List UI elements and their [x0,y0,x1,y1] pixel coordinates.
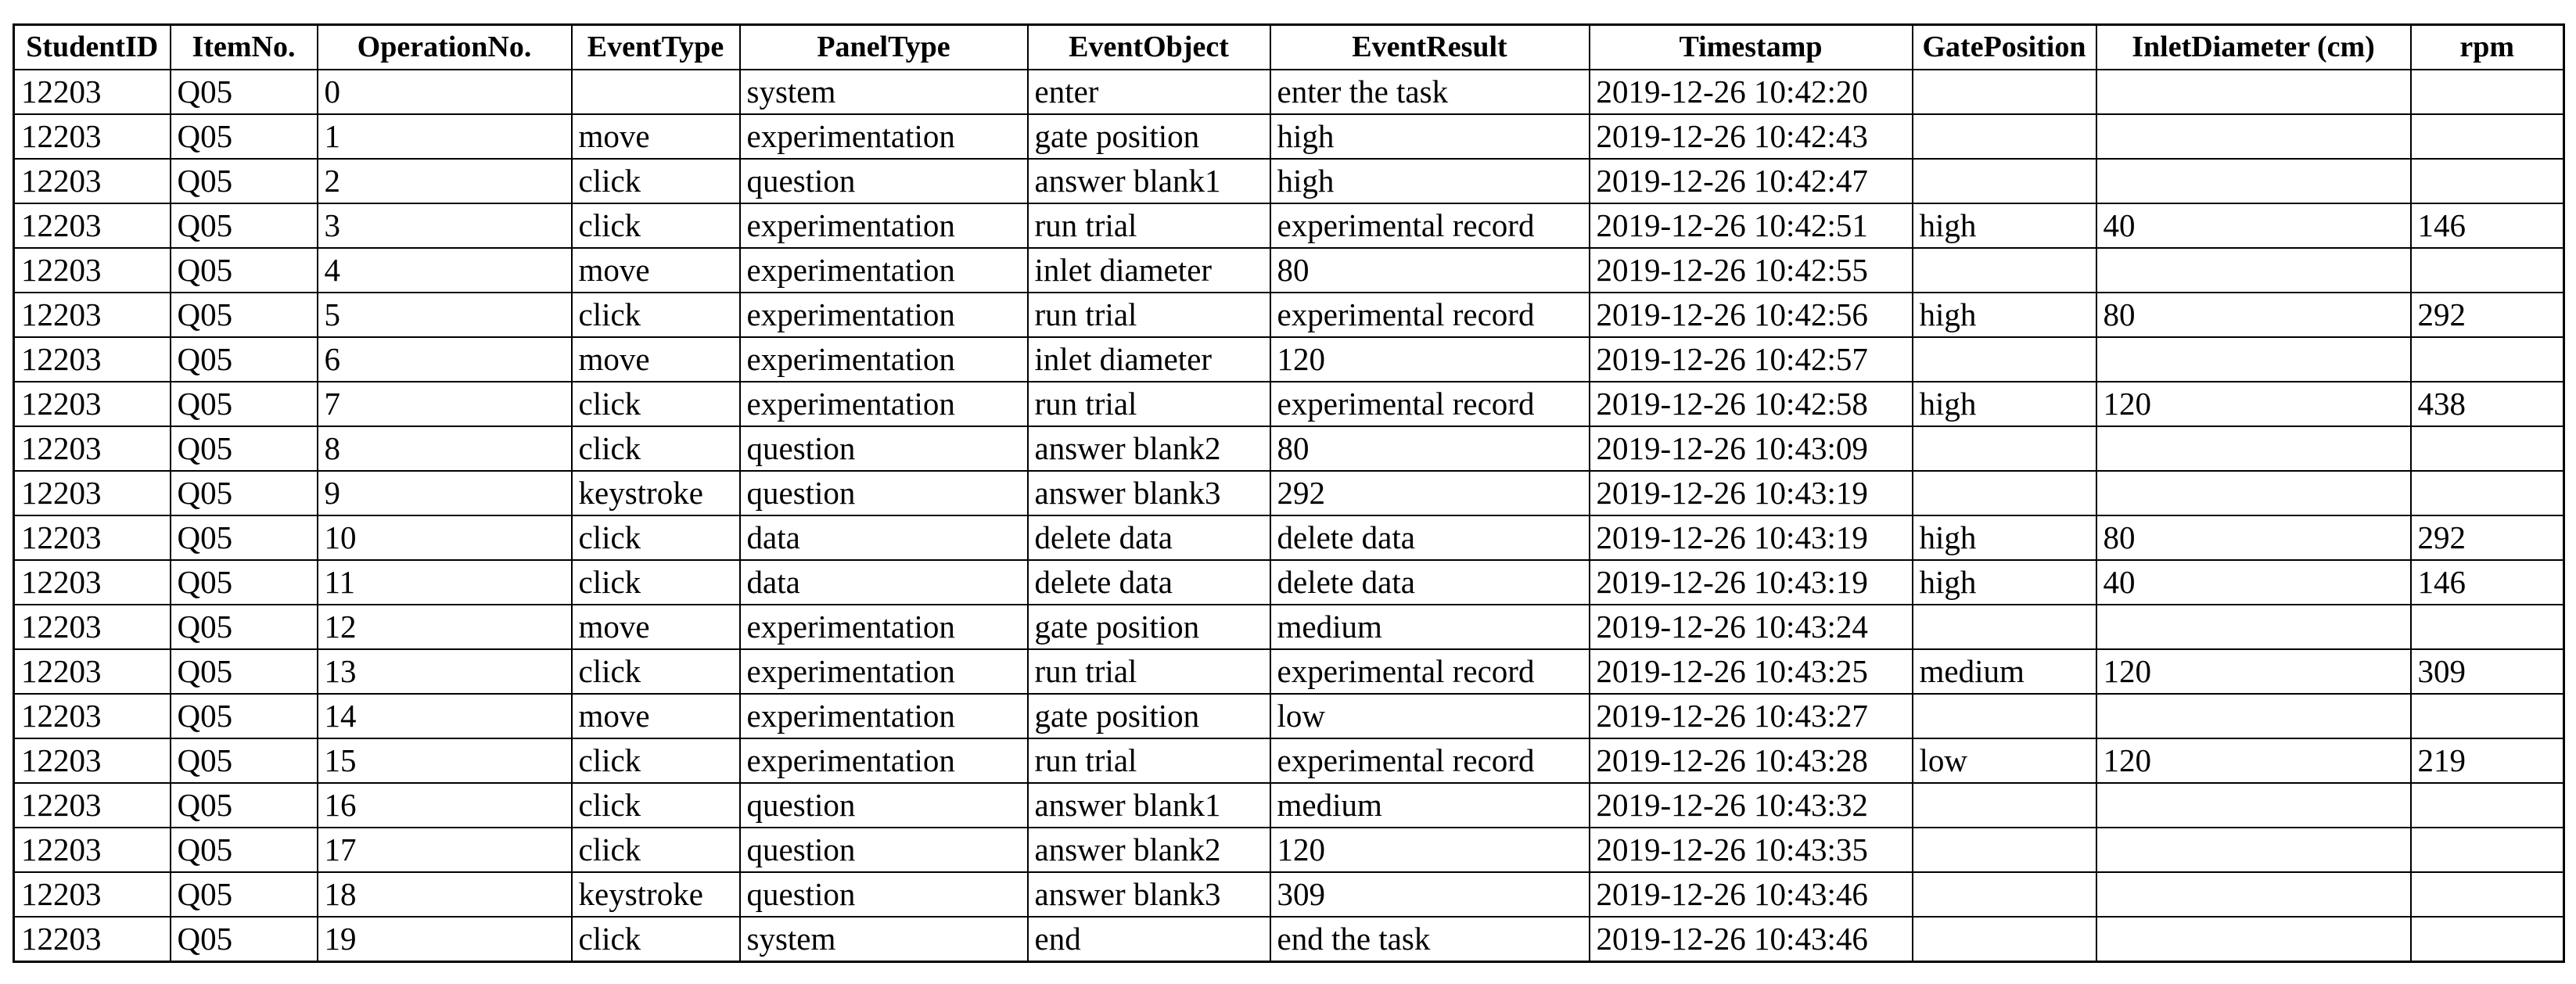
student-id-cell: 12203 [14,337,171,382]
event-log-table [13,23,2565,963]
student-id-cell: 12203 [14,872,171,917]
event-result-cell: experimental record [1270,293,1590,337]
event-type-cell: click [572,783,740,828]
operation-no-cell: 17 [318,828,572,872]
event-result-cell: 80 [1270,248,1590,293]
inlet-diameter-cell [2096,783,2411,828]
column-header-gate-position: GatePosition [1913,25,2096,70]
inlet-diameter-cell: 40 [2096,560,2411,605]
operation-no-cell: 11 [318,560,572,605]
event-result-cell: 120 [1270,337,1590,382]
inlet-diameter-cell [2096,694,2411,738]
inlet-diameter-cell: 80 [2096,515,2411,560]
inlet-diameter-cell [2096,248,2411,293]
gate-position-cell [1913,426,2096,471]
item-no-cell: Q05 [171,471,318,515]
timestamp-cell: 2019-12-26 10:43:27 [1590,694,1913,738]
inlet-diameter-cell: 80 [2096,293,2411,337]
gate-position-cell [1913,605,2096,649]
rpm-cell [2411,337,2564,382]
column-header-panel-type: PanelType [740,25,1028,70]
rpm-cell [2411,426,2564,471]
operation-no-cell: 13 [318,649,572,694]
panel-type-cell: system [740,917,1028,962]
timestamp-cell: 2019-12-26 10:43:28 [1590,738,1913,783]
column-header-inlet-diameter: InletDiameter (cm) [2096,25,2411,70]
event-type-cell: click [572,159,740,203]
operation-no-cell: 10 [318,515,572,560]
item-no-cell: Q05 [171,783,318,828]
event-type-cell: keystroke [572,872,740,917]
event-type-cell: move [572,605,740,649]
student-id-cell: 12203 [14,515,171,560]
table-row [14,293,2564,337]
gate-position-cell [1913,694,2096,738]
rpm-cell [2411,783,2564,828]
rpm-cell: 292 [2411,293,2564,337]
inlet-diameter-cell [2096,917,2411,962]
event-type-cell: click [572,649,740,694]
panel-type-cell: system [740,70,1028,114]
operation-no-cell: 14 [318,694,572,738]
table-row [14,70,2564,114]
event-object-cell: inlet diameter [1028,248,1270,293]
gate-position-cell [1913,70,2096,114]
event-type-cell [572,70,740,114]
event-object-cell: run trial [1028,382,1270,426]
panel-type-cell: question [740,828,1028,872]
panel-type-cell: question [740,159,1028,203]
rpm-cell [2411,828,2564,872]
student-id-cell: 12203 [14,293,171,337]
student-id-cell: 12203 [14,426,171,471]
item-no-cell: Q05 [171,248,318,293]
gate-position-cell [1913,159,2096,203]
operation-no-cell: 0 [318,70,572,114]
item-no-cell: Q05 [171,694,318,738]
student-id-cell: 12203 [14,694,171,738]
rpm-cell: 292 [2411,515,2564,560]
rpm-cell [2411,917,2564,962]
timestamp-cell: 2019-12-26 10:42:20 [1590,70,1913,114]
timestamp-cell: 2019-12-26 10:43:32 [1590,783,1913,828]
event-result-cell: high [1270,114,1590,159]
timestamp-cell: 2019-12-26 10:43:19 [1590,515,1913,560]
timestamp-cell: 2019-12-26 10:42:56 [1590,293,1913,337]
panel-type-cell: experimentation [740,738,1028,783]
operation-no-cell: 3 [318,203,572,248]
inlet-diameter-cell [2096,471,2411,515]
event-result-cell: experimental record [1270,203,1590,248]
table-row [14,515,2564,560]
panel-type-cell: experimentation [740,649,1028,694]
table-row [14,872,2564,917]
timestamp-cell: 2019-12-26 10:43:46 [1590,872,1913,917]
item-no-cell: Q05 [171,515,318,560]
gate-position-cell: medium [1913,649,2096,694]
operation-no-cell: 1 [318,114,572,159]
operation-no-cell: 4 [318,248,572,293]
item-no-cell: Q05 [171,114,318,159]
student-id-cell: 12203 [14,248,171,293]
panel-type-cell: question [740,471,1028,515]
item-no-cell: Q05 [171,203,318,248]
rpm-cell [2411,471,2564,515]
student-id-cell: 12203 [14,828,171,872]
inlet-diameter-cell [2096,828,2411,872]
event-type-cell: keystroke [572,471,740,515]
item-no-cell: Q05 [171,917,318,962]
event-object-cell: answer blank2 [1028,426,1270,471]
event-object-cell: run trial [1028,203,1270,248]
panel-type-cell: experimentation [740,605,1028,649]
event-object-cell: end [1028,917,1270,962]
gate-position-cell: high [1913,203,2096,248]
event-result-cell: experimental record [1270,382,1590,426]
rpm-cell: 219 [2411,738,2564,783]
column-header-timestamp: Timestamp [1590,25,1913,70]
column-header-event-type: EventType [572,25,740,70]
event-object-cell: gate position [1028,114,1270,159]
gate-position-cell [1913,917,2096,962]
table-row [14,203,2564,248]
inlet-diameter-cell: 120 [2096,649,2411,694]
rpm-cell: 309 [2411,649,2564,694]
event-result-cell: enter the task [1270,70,1590,114]
panel-type-cell: data [740,560,1028,605]
event-result-cell: 80 [1270,426,1590,471]
rpm-cell [2411,694,2564,738]
event-object-cell: delete data [1028,515,1270,560]
inlet-diameter-cell [2096,426,2411,471]
table-row [14,114,2564,159]
gate-position-cell [1913,872,2096,917]
gate-position-cell [1913,248,2096,293]
event-object-cell: enter [1028,70,1270,114]
inlet-diameter-cell: 120 [2096,738,2411,783]
item-no-cell: Q05 [171,828,318,872]
event-object-cell: answer blank3 [1028,872,1270,917]
event-object-cell: run trial [1028,649,1270,694]
inlet-diameter-cell: 40 [2096,203,2411,248]
panel-type-cell: question [740,783,1028,828]
student-id-cell: 12203 [14,605,171,649]
student-id-cell: 12203 [14,159,171,203]
event-result-cell: medium [1270,605,1590,649]
event-type-cell: move [572,694,740,738]
timestamp-cell: 2019-12-26 10:42:43 [1590,114,1913,159]
timestamp-cell: 2019-12-26 10:43:09 [1590,426,1913,471]
event-result-cell: experimental record [1270,738,1590,783]
event-object-cell: answer blank1 [1028,783,1270,828]
operation-no-cell: 19 [318,917,572,962]
item-no-cell: Q05 [171,738,318,783]
operation-no-cell: 8 [318,426,572,471]
event-type-cell: move [572,337,740,382]
event-type-cell: click [572,293,740,337]
rpm-cell [2411,605,2564,649]
table-row [14,917,2564,962]
operation-no-cell: 7 [318,382,572,426]
event-result-cell: 292 [1270,471,1590,515]
timestamp-cell: 2019-12-26 10:42:57 [1590,337,1913,382]
event-result-cell: 309 [1270,872,1590,917]
table-row [14,337,2564,382]
student-id-cell: 12203 [14,560,171,605]
student-id-cell: 12203 [14,70,171,114]
event-result-cell: end the task [1270,917,1590,962]
panel-type-cell: question [740,426,1028,471]
event-object-cell: gate position [1028,605,1270,649]
timestamp-cell: 2019-12-26 10:43:19 [1590,471,1913,515]
gate-position-cell: high [1913,293,2096,337]
timestamp-cell: 2019-12-26 10:42:55 [1590,248,1913,293]
operation-no-cell: 16 [318,783,572,828]
gate-position-cell [1913,783,2096,828]
timestamp-cell: 2019-12-26 10:42:47 [1590,159,1913,203]
panel-type-cell: experimentation [740,293,1028,337]
event-type-cell: click [572,560,740,605]
event-object-cell: answer blank2 [1028,828,1270,872]
student-id-cell: 12203 [14,203,171,248]
table-row [14,471,2564,515]
table-row [14,738,2564,783]
column-header-rpm: rpm [2411,25,2564,70]
event-result-cell: 120 [1270,828,1590,872]
event-result-cell: low [1270,694,1590,738]
item-no-cell: Q05 [171,293,318,337]
rpm-cell [2411,159,2564,203]
panel-type-cell: experimentation [740,382,1028,426]
gate-position-cell [1913,828,2096,872]
rpm-cell: 146 [2411,203,2564,248]
timestamp-cell: 2019-12-26 10:43:25 [1590,649,1913,694]
column-header-operation-no: OperationNo. [318,25,572,70]
operation-no-cell: 18 [318,872,572,917]
event-object-cell: answer blank3 [1028,471,1270,515]
event-object-cell: delete data [1028,560,1270,605]
table-row [14,649,2564,694]
event-object-cell: gate position [1028,694,1270,738]
table-row [14,560,2564,605]
inlet-diameter-cell: 120 [2096,382,2411,426]
table-row [14,426,2564,471]
gate-position-cell: low [1913,738,2096,783]
item-no-cell: Q05 [171,649,318,694]
gate-position-cell: high [1913,382,2096,426]
timestamp-cell: 2019-12-26 10:42:58 [1590,382,1913,426]
event-type-cell: click [572,382,740,426]
panel-type-cell: experimentation [740,248,1028,293]
timestamp-cell: 2019-12-26 10:43:19 [1590,560,1913,605]
rpm-cell [2411,114,2564,159]
timestamp-cell: 2019-12-26 10:43:35 [1590,828,1913,872]
gate-position-cell: high [1913,515,2096,560]
event-type-cell: click [572,828,740,872]
table-body [14,70,2564,962]
table-row [14,828,2564,872]
log-table-container [13,23,2563,963]
event-result-cell: medium [1270,783,1590,828]
event-type-cell: click [572,917,740,962]
event-result-cell: experimental record [1270,649,1590,694]
timestamp-cell: 2019-12-26 10:42:51 [1590,203,1913,248]
panel-type-cell: experimentation [740,337,1028,382]
event-type-cell: click [572,515,740,560]
event-object-cell: answer blank1 [1028,159,1270,203]
panel-type-cell: experimentation [740,203,1028,248]
inlet-diameter-cell [2096,337,2411,382]
student-id-cell: 12203 [14,738,171,783]
operation-no-cell: 12 [318,605,572,649]
operation-no-cell: 9 [318,471,572,515]
panel-type-cell: data [740,515,1028,560]
table-row [14,605,2564,649]
table-row [14,248,2564,293]
event-object-cell: run trial [1028,738,1270,783]
gate-position-cell [1913,471,2096,515]
column-header-event-result: EventResult [1270,25,1590,70]
student-id-cell: 12203 [14,471,171,515]
column-header-student-id: StudentID [14,25,171,70]
timestamp-cell: 2019-12-26 10:43:24 [1590,605,1913,649]
event-result-cell: delete data [1270,560,1590,605]
operation-no-cell: 6 [318,337,572,382]
rpm-cell [2411,248,2564,293]
gate-position-cell [1913,337,2096,382]
event-object-cell: run trial [1028,293,1270,337]
column-header-item-no: ItemNo. [171,25,318,70]
event-type-cell: click [572,203,740,248]
timestamp-cell: 2019-12-26 10:43:46 [1590,917,1913,962]
gate-position-cell [1913,114,2096,159]
table-row [14,783,2564,828]
inlet-diameter-cell [2096,114,2411,159]
student-id-cell: 12203 [14,114,171,159]
panel-type-cell: experimentation [740,114,1028,159]
student-id-cell: 12203 [14,783,171,828]
rpm-cell [2411,70,2564,114]
event-result-cell: delete data [1270,515,1590,560]
student-id-cell: 12203 [14,382,171,426]
rpm-cell: 146 [2411,560,2564,605]
item-no-cell: Q05 [171,560,318,605]
table-row [14,159,2564,203]
item-no-cell: Q05 [171,337,318,382]
panel-type-cell: experimentation [740,694,1028,738]
item-no-cell: Q05 [171,605,318,649]
rpm-cell: 438 [2411,382,2564,426]
inlet-diameter-cell [2096,70,2411,114]
item-no-cell: Q05 [171,382,318,426]
inlet-diameter-cell [2096,159,2411,203]
panel-type-cell: question [740,872,1028,917]
operation-no-cell: 2 [318,159,572,203]
item-no-cell: Q05 [171,159,318,203]
event-type-cell: click [572,426,740,471]
student-id-cell: 12203 [14,649,171,694]
event-type-cell: move [572,114,740,159]
header-row [14,25,2564,70]
event-result-cell: high [1270,159,1590,203]
item-no-cell: Q05 [171,872,318,917]
operation-no-cell: 5 [318,293,572,337]
inlet-diameter-cell [2096,605,2411,649]
event-object-cell: inlet diameter [1028,337,1270,382]
event-type-cell: click [572,738,740,783]
table-row [14,382,2564,426]
rpm-cell [2411,872,2564,917]
student-id-cell: 12203 [14,917,171,962]
inlet-diameter-cell [2096,872,2411,917]
event-type-cell: move [572,248,740,293]
item-no-cell: Q05 [171,70,318,114]
table-row [14,694,2564,738]
gate-position-cell: high [1913,560,2096,605]
operation-no-cell: 15 [318,738,572,783]
item-no-cell: Q05 [171,426,318,471]
column-header-event-object: EventObject [1028,25,1270,70]
